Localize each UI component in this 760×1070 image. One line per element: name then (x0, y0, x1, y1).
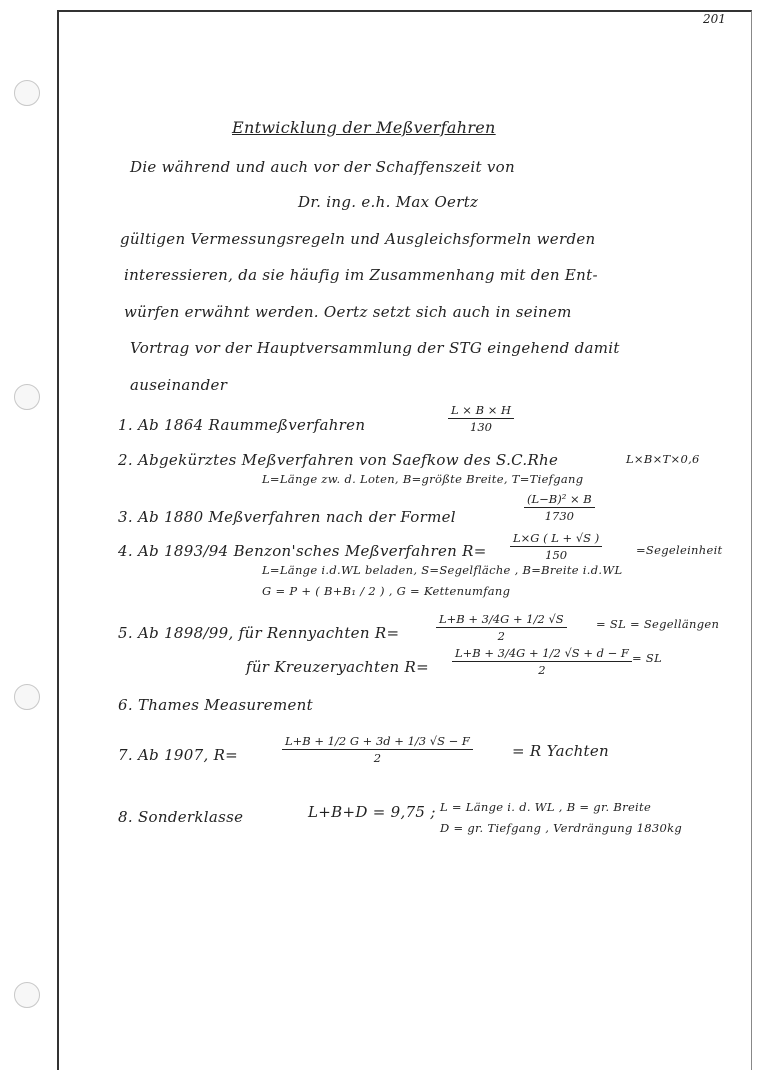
item-2-label: 2. Abgekürztes Meßverfahren von Saefkow des S.C.Rhe (118, 451, 559, 469)
item-5-label: 5. Ab 1898/99, für Rennyachten R= (118, 624, 400, 642)
item-4-numerator: L×G ( L + √S ) (510, 531, 602, 547)
item-5-numerator: L+B + 3/4G + 1/2 √S (436, 612, 567, 628)
intro-line-2: Dr. ing. e.h. Max Oertz (298, 193, 479, 211)
item-4-formula (510, 531, 602, 562)
intro-line-6: Vortrag vor der Hauptversammlung der STG eingehend damit (130, 339, 620, 357)
item-7-numerator: L+B + 1/2 G + 3d + 1/3 √S − F (282, 734, 473, 750)
item-4-result: =Segeleinheit (636, 543, 723, 557)
punch-hole-lower (14, 684, 40, 710)
item-7-result: = R Yachten (512, 742, 610, 760)
item-4-note-1: L=Länge i.d.WL beladen, S=Segelfläche , B=Breite i.d.WL (262, 563, 623, 577)
item-5-formula (436, 612, 567, 643)
item-5-result: = SL = Segellängen (596, 617, 720, 631)
item-7-label: 7. Ab 1907, R= (118, 746, 239, 764)
item-5-cruiser-denominator: 2 (538, 663, 546, 677)
intro-line-7: auseinander (130, 376, 228, 394)
item-5-denominator: 2 (497, 629, 505, 643)
intro-line-3: gültigen Vermessungsregeln und Ausgleichsformeln werden (120, 230, 596, 248)
item-8-note-2: D = gr. Tiefgang , Verdrängung 1830kg (440, 821, 682, 835)
item-5-label-cruiser: für Kreuzeryachten R= (246, 658, 429, 676)
item-1-formula (448, 403, 514, 434)
item-3-formula (524, 492, 595, 523)
intro-line-5: würfen erwähnt werden. Oertz setzt sich auch in seinem (124, 303, 572, 321)
item-4-denominator: 150 (545, 548, 568, 562)
item-1-label: 1. Ab 1864 Raummeßverfahren (118, 416, 366, 434)
item-6-label: 6. Thames Measurement (118, 696, 313, 714)
punch-hole-bottom (14, 982, 40, 1008)
item-2-formula: L×B×T×0,6 (626, 452, 700, 466)
page-number: 201 (703, 12, 726, 26)
item-7-formula (282, 734, 473, 765)
item-4-label: 4. Ab 1893/94 Benzon'sches Meßverfahren R= (118, 542, 487, 560)
item-8-label: 8. Sonderklasse (118, 808, 244, 826)
item-8-note-1: L = Länge i. d. WL , B = gr. Breite (440, 800, 652, 814)
item-1-denominator: 130 (470, 420, 492, 434)
item-8-formula: L+B+D = 9,75 ; (308, 803, 436, 821)
item-5-cruiser-formula (452, 646, 632, 677)
item-4-note-2: G = P + ( B+B₁ / 2 ) , G = Kettenumfang (262, 584, 511, 598)
intro-line-4: interessieren, da sie häufig im Zusammenhang mit den Ent- (124, 266, 598, 284)
punch-hole-upper (14, 384, 40, 410)
item-7-denominator: 2 (373, 751, 382, 765)
intro-line-1: Die während und auch vor der Schaffenszeit von (130, 158, 515, 176)
item-3-numerator: (L−B)² × B (524, 492, 595, 508)
punch-hole-top (14, 80, 40, 106)
item-5-cruiser-result: = SL (632, 651, 663, 665)
item-3-label: 3. Ab 1880 Meßverfahren nach der Formel (118, 508, 456, 526)
item-5-cruiser-numerator: L+B + 3/4G + 1/2 √S + d − F (452, 646, 632, 662)
item-2-note: L=Länge zw. d. Loten, B=größte Breite, T=Tiefgang (262, 472, 584, 486)
page-title: Entwicklung der Meßverfahren (232, 118, 496, 137)
item-1-numerator: L × B × H (448, 403, 514, 419)
item-3-denominator: 1730 (544, 509, 574, 523)
